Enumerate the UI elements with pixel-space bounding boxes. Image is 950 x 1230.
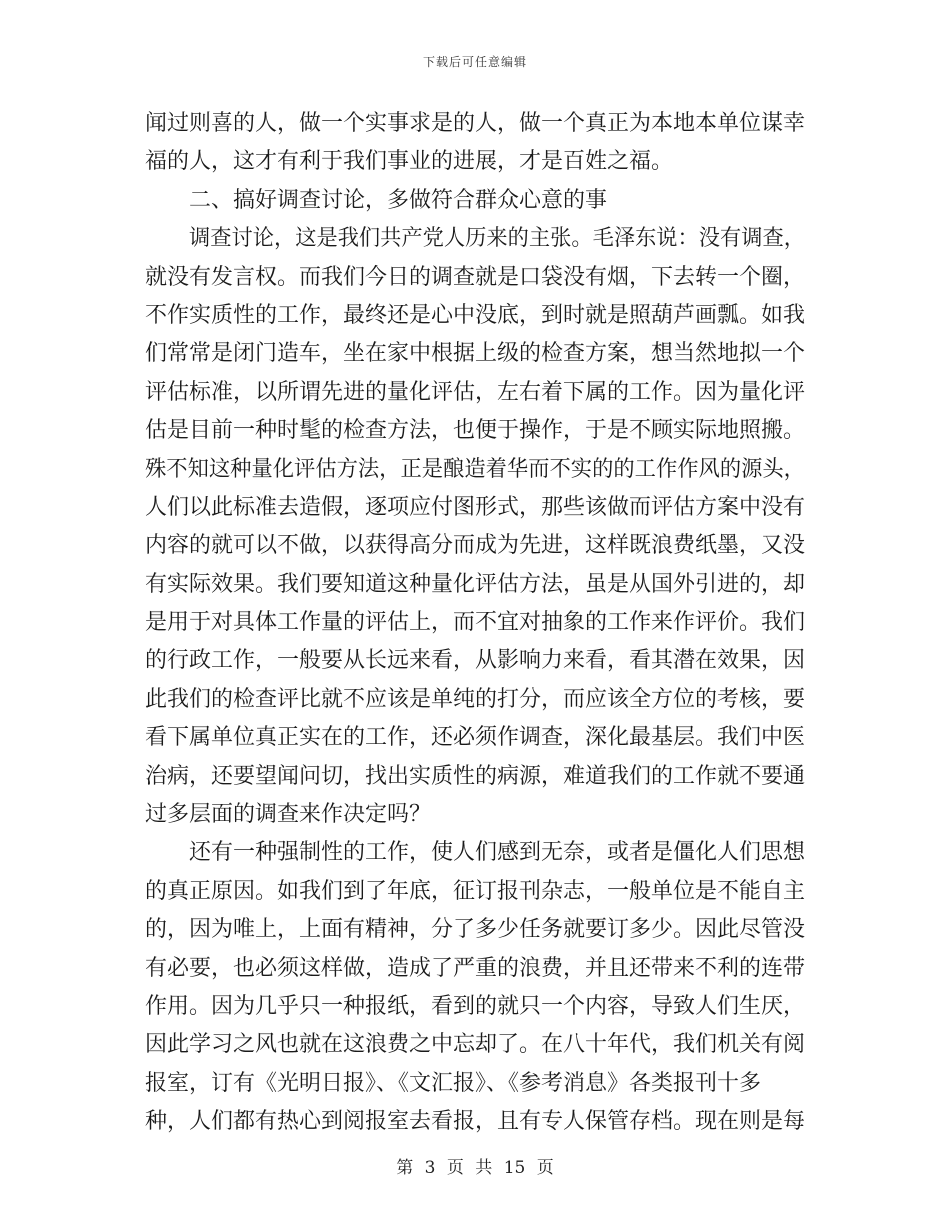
body-text [145, 105, 805, 1142]
text-line: 不作实质性的工作，最终还是心中没底，到时就是照葫芦画瓢。如我 [145, 302, 806, 328]
text-line: 评估标准，以所谓先进的量化评估，左右着下属的工作。因为量化评 [145, 379, 806, 405]
text-line: 福的人，这才有利于我们事业的进展，才是百姓之福。 [145, 149, 674, 175]
text-line: 的，因为唯上，上面有精神，分了多少任务就要订多少。因此尽管没 [145, 917, 806, 943]
text-line: 二、搞好调查讨论，多做符合群众心意的事 [189, 187, 608, 213]
text-line: 殊不知这种量化评估方法，正是酿造着华而不实的的工作作风的源头， [145, 456, 805, 482]
text-line: 治病，还要望闻问切，找出实质性的病源，难道我们的工作就不要通 [145, 763, 806, 789]
text-line: 作用。因为几乎只一种报纸，看到的就只一个内容，导致人们生厌， [145, 993, 806, 1019]
text-line: 有必要，也必须这样做，造成了严重的浪费，并且还带来不利的连带 [145, 955, 806, 981]
text-line: 的真正原因。如我们到了年底，征订报刊杂志，一般单位是不能自主 [145, 878, 806, 904]
text-line: 们常常是闭门造车，坐在家中根据上级的检查方案，想当然地拟一个 [145, 341, 806, 367]
text-line: 人们以此标准去造假，逐项应付图形式，那些该做而评估方案中没有 [145, 494, 806, 520]
text-line: 此我们的检查评比就不应该是单纯的打分，而应该全方位的考核，要 [145, 686, 806, 712]
page-header: 下载后可任意编辑 [422, 55, 527, 69]
text-line: 报室，订有《光明日报》、《文汇报》、《参考消息》各类报刊十多 [145, 1070, 762, 1096]
text-line: 种，人们都有热心到阅报室去看报，且有专人保管存档。现在则是每 [145, 1109, 806, 1135]
text-line: 的行政工作，一般要从长远来看，从影响力来看，看其潜在效果，因 [145, 648, 806, 674]
text-line: 就没有发言权。而我们今日的调查就是口袋没有烟，下去转一个圈， [145, 264, 806, 290]
text-line: 有实际效果。我们要知道这种量化评估方法，虽是从国外引进的，却 [145, 571, 806, 597]
text-line: 还有一种强制性的工作，使人们感到无奈，或者是僵化人们思想 [189, 840, 806, 866]
text-line: 因此学习之风也就在这浪费之中忘却了。在八十年代，我们机关有阅 [145, 1032, 806, 1058]
text-line: 是用于对具体工作量的评估上，而不宜对抽象的工作来作评价。我们 [145, 610, 806, 636]
text-line: 内容的就可以不做，以获得高分而成为先进，这样既浪费纸墨，又没 [145, 533, 806, 559]
page-footer: 第 3 页 共 15 页 [396, 1158, 554, 1178]
text-line: 闻过则喜的人，做一个实事求是的人，做一个真正为本地本单位谋幸 [145, 111, 806, 136]
text-line: 估是目前一种时髦的检查方法，也便于操作，于是不顾实际地照搬。 [145, 418, 806, 444]
text-line: 看下属单位真正实在的工作，还必须作调查，深化最基层。我们中医 [145, 725, 806, 751]
text-line: 过多层面的调查来作决定吗？ [145, 802, 432, 828]
text-line: 调查讨论，这是我们共产党人历来的主张。毛泽东说：没有调查， [189, 226, 806, 252]
